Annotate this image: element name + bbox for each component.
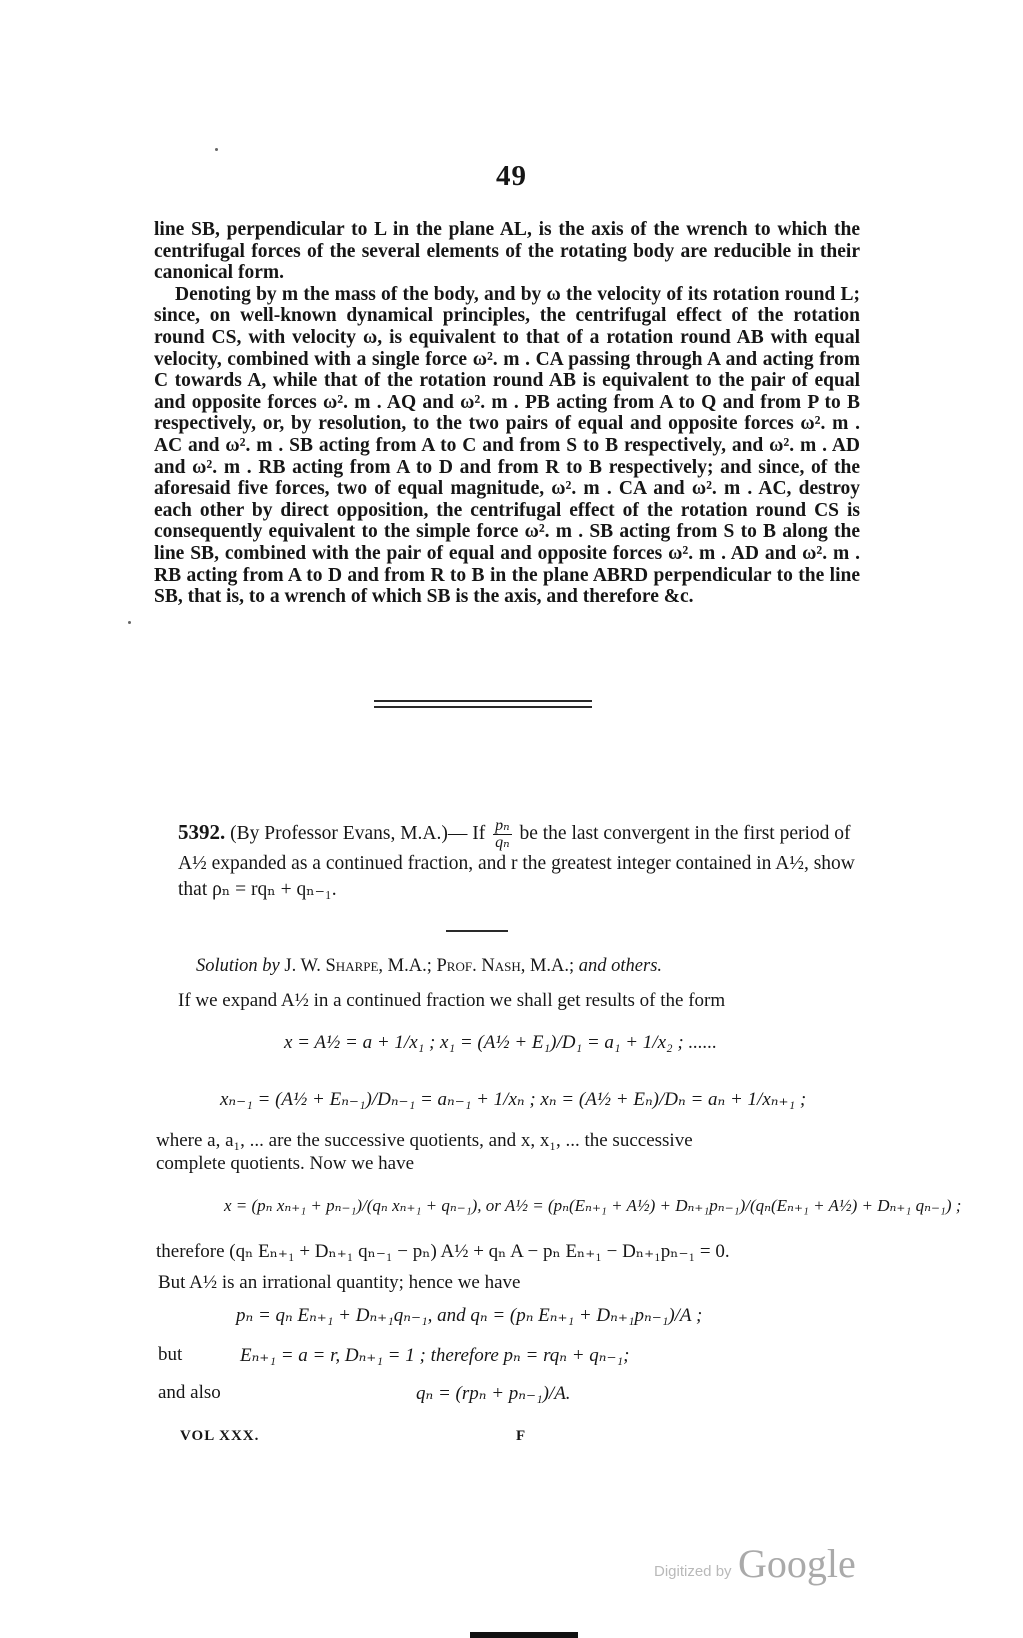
google-watermark: Google: [738, 1541, 856, 1586]
section-divider-top: [374, 700, 592, 702]
irrational-line: But A½ is an irrational quantity; hence we have: [158, 1272, 521, 1293]
solver-name-1: J. W. Sharpe, M.A.;: [284, 956, 432, 976]
convergent-fraction: [493, 818, 511, 851]
where-line-1: where a, a₁, ... are the successive quotients, and x, x₁, ... the successive: [156, 1130, 693, 1151]
short-divider: [446, 930, 508, 932]
paragraph-1: line SB, perpendicular to L in the plane AL, is the axis of the wrench to which the centrifugal forces of the several elements of the rotating body are reducible in their canonical form.: [154, 219, 860, 284]
but-word: but: [158, 1344, 183, 1365]
equation-5: Eₙ₊₁ = a = r, Dₙ₊₁ = 1 ; therefore pₙ = rqₙ + qₙ₋₁;: [240, 1345, 630, 1366]
and-also: and also: [158, 1382, 221, 1403]
equation-3: x = (pₙ xₙ₊₁ + pₙ₋₁)/(qₙ xₙ₊₁ + qₙ₋₁), or A½ = (pₙ(Eₙ₊₁ + A½) + Dₙ₊₁pₙ₋₁)/(qₙ(Eₙ₊₁ + A½) + Dₙ₊₁ qₙ₋₁) ;: [224, 1196, 962, 1215]
article-text: [154, 219, 860, 608]
solver-name-2: Prof. Nash, M.A.;: [436, 956, 575, 976]
signature-mark: F: [516, 1428, 527, 1444]
problem-text-b: be the last convergent in the first period of A½ expanded as a continued fraction, and r the greatest integer contained in A½, show that ρₙ = rqₙ + qₙ₋₁.: [178, 822, 855, 900]
fraction-denominator: qₙ: [495, 834, 510, 851]
section-divider-bottom: [374, 706, 592, 708]
digitized-by-label: Digitized by: [654, 1563, 732, 1580]
problem-text-a: If: [472, 822, 486, 844]
page-number: 49: [496, 160, 527, 192]
where-line-2: complete quotients. Now we have: [156, 1153, 415, 1174]
problem-author: (By Professor Evans, M.A.)—: [230, 822, 468, 844]
volume-label: VOL XXX.: [180, 1428, 260, 1444]
equation-2: xₙ₋₁ = (A½ + Eₙ₋₁)/Dₙ₋₁ = aₙ₋₁ + 1/xₙ ; xₙ = (A½ + Eₙ)/Dₙ = aₙ + 1/xₙ₊₁ ;: [220, 1089, 807, 1110]
equation-6: qₙ = (rpₙ + pₙ₋₁)/A.: [416, 1383, 571, 1404]
problem-number: 5392.: [178, 819, 226, 844]
intro-line: If we expand A½ in a continued fraction we shall get results of the form: [178, 990, 726, 1011]
solution-tail: and others.: [578, 956, 663, 976]
therefore-line: therefore (qₙ Eₙ₊₁ + Dₙ₊₁ qₙ₋₁ − pₙ) A½ + qₙ A − pₙ Eₙ₊₁ − Dₙ₊₁pₙ₋₁ = 0.: [156, 1241, 730, 1262]
solution-heading: [196, 956, 662, 977]
solution-by: Solution by: [196, 956, 280, 976]
paragraph-2: Denoting by m the mass of the body, and by ω the velocity of its rotation round L; since, on well-known dynamical principles, the centrifugal effect of the rotation round CS, with velocity ω, is equivalent to that of a rotation round AB with equal velocity, combined with a single force ω². m . CA passing through A and acting from C towards A, while that of the rotation round AB is equivalent to the pair of equal and opposite forces ω². m . AQ and ω². m . PB acting from A to Q and from P to B respectively, or, by resolution, to the two pairs of equal and opposite forces ω². m . AC and ω². m . SB acting from A to C and from S to B respectively, and ω². m . AD and ω². m . RB acting from A to D and from R to B respectively; and since, of the aforesaid five forces, two of equal magnitude, ω². m . CA and ω². m . AC, destroy each other by direct opposition, the centrifugal effect of the rotation round CS is consequently equivalent to the simple force ω². m . SB acting from S to B along the line SB, combined with the pair of equal and opposite forces ω². m . AD and ω². m . RB acting from A to D and from R to B in the plane ABRD perpendicular to the line SB, that is, to a wrench of which SB is the axis, and therefore &c.: [154, 283, 860, 608]
fraction-numerator: pₙ: [495, 817, 510, 834]
page-edge-bar: [470, 1632, 578, 1638]
problem-statement: [178, 818, 860, 903]
equation-1: x = A½ = a + 1/x₁ ; x₁ = (A½ + E₁)/D₁ = a₁ + 1/x₂ ; ......: [284, 1032, 717, 1053]
equation-4: pₙ = qₙ Eₙ₊₁ + Dₙ₊₁qₙ₋₁, and qₙ = (pₙ Eₙ₊₁ + Dₙ₊₁pₙ₋₁)/A ;: [236, 1305, 703, 1326]
